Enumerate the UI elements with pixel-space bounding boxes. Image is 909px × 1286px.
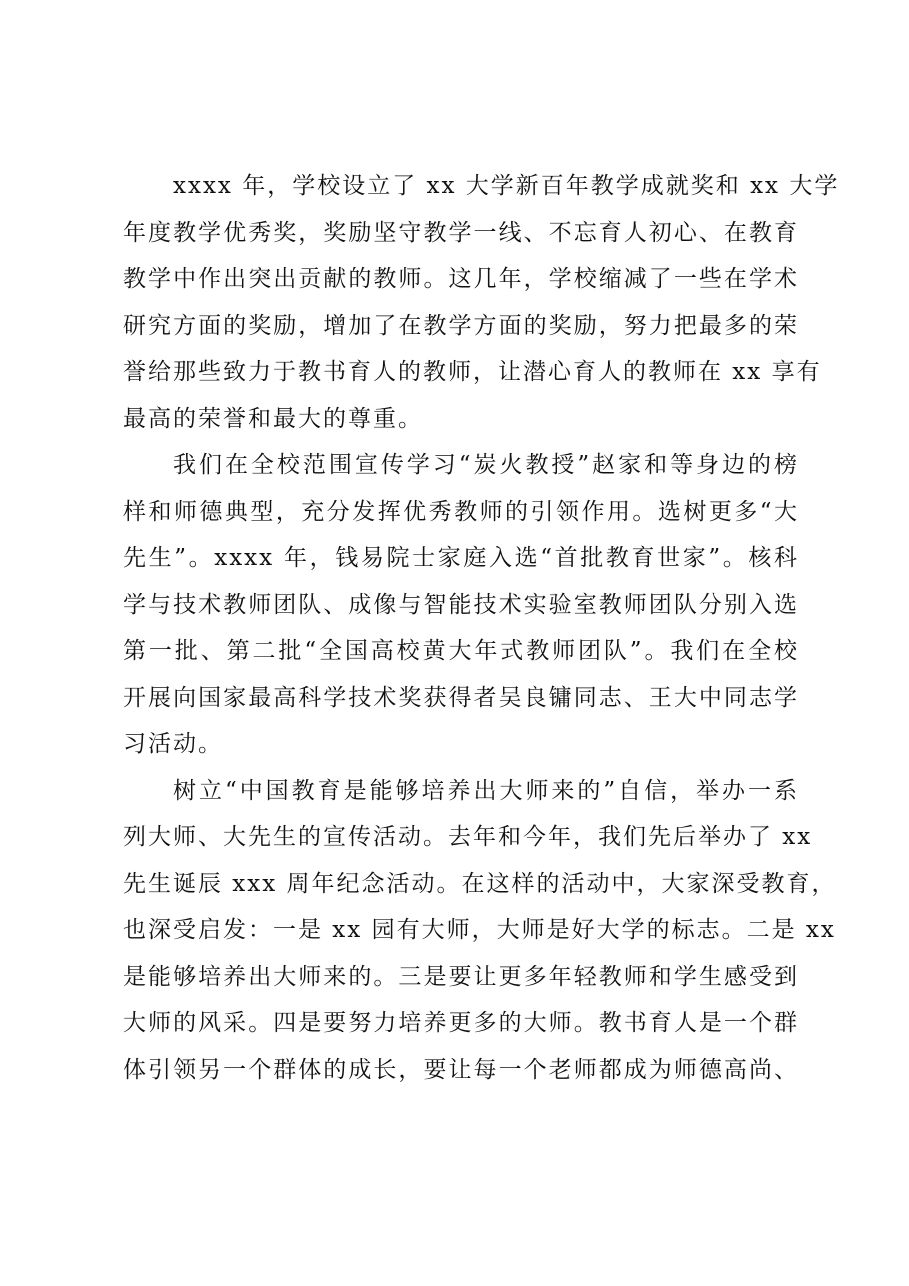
text-line: 我们在全校范围宣传学习“炭火教授”赵家和等身边的榜 [173,452,799,478]
text-line: 第一批、第二批“全国高校黄大年式教师团队”。我们在全校 [123,638,799,664]
text-line: 树立“中国教育是能够培养出大师来的”自信，举办一系 [173,777,799,804]
document-body [123,163,840,1093]
text-line: 体引领另一个群体的成长，要让每一个老师都成为师德高尚、 [123,1056,799,1083]
text-line: 习活动。 [123,731,223,757]
text-line: xxxx 年，学校设立了 xx 大学新百年教学成就奖和 xx 大学 [173,173,840,199]
text-line: 学与技术教师团队、成像与智能技术实验室教师团队分别入选 [123,591,799,618]
text-line: 年度教学优秀奖，奖励坚守教学一线、不忘育人初心、在教育 [123,219,799,246]
text-line: 也深受启发：一是 xx 园有大师，大师是好大学的标志。二是 xx [123,917,836,943]
text-line: 誉给那些致力于教书育人的教师，让潜心育人的教师在 xx 享有 [123,359,822,385]
text-line: 最高的荣誉和最大的尊重。 [123,405,423,432]
text-line: 研究方面的奖励，增加了在教学方面的奖励，努力把最多的荣 [123,312,799,339]
paragraph-2 [123,442,799,768]
text-line: 样和师德典型，充分发挥优秀教师的引领作用。选树更多“大 [123,498,799,525]
paragraph-1 [123,163,840,442]
text-line: 先生”。xxxx 年，钱易院士家庭入选“首批教育世家”。核科 [123,545,799,571]
text-line: 先生诞辰 xxx 周年纪念活动。在这样的活动中，大家深受教育， [123,870,837,897]
text-line: 教学中作出突出贡献的教师。这几年，学校缩减了一些在学术 [123,266,799,292]
text-line: 是能够培养出大师来的。三是要让更多年轻教师和学生感受到 [123,963,799,990]
paragraph-3 [123,768,837,1094]
text-line: 列大师、大先生的宣传活动。去年和今年，我们先后举办了 xx [123,824,813,850]
text-line: 大师的风采。四是要努力培养更多的大师。教书育人是一个群 [123,1010,799,1036]
text-line: 开展向国家最高科学技术奖获得者吴良镛同志、王大中同志学 [123,684,799,711]
